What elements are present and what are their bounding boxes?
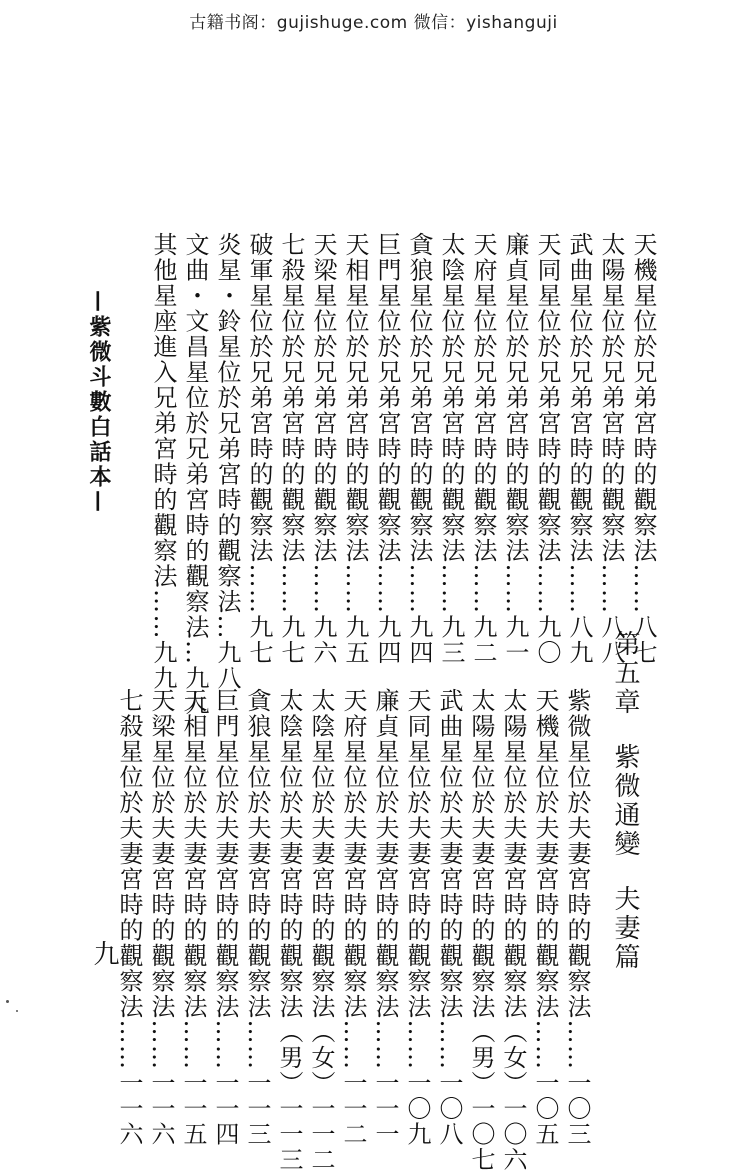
scan-speck [6,1000,9,1003]
toc-entry: 天梁星位於兄弟宮時的觀察法……九六 [309,232,337,666]
toc-entry: 巨門星位於夫妻宮時的觀察法……一一四 [211,688,239,1147]
toc-entry: 貪狼星位於夫妻宮時的觀察法……一一三 [243,688,271,1147]
toc-entry: 太陰星位於夫妻宮時的觀察法（女）一一二 [307,688,335,1173]
toc-entry: 炎星・鈴星位於兄弟宮時的觀察法…九八 [213,232,241,691]
toc-entry: 其他星座進入兄弟宮時的觀察法……九九 [149,232,177,691]
toc-entry: 天機星位於夫妻宮時的觀察法……一〇五 [531,688,559,1147]
toc-entry: 太陽星位於夫妻宮時的觀察法（男）一〇七 [467,688,495,1173]
toc-entry: 破軍星位於兄弟宮時的觀察法……九七 [245,232,273,666]
toc-entry: 文曲・文昌星位於兄弟宮時的觀察法…九九 [181,232,209,717]
toc-entry: 七殺星位於兄弟宮時的觀察法……九七 [277,232,305,666]
chapter-number: 第五章 [610,630,640,717]
toc-entry: 貪狼星位於兄弟宮時的觀察法……九四 [405,232,433,666]
chapter-title: 紫微通變 [610,743,640,859]
toc-entry: 天相星位於夫妻宮時的觀察法……一一五 [179,688,207,1147]
chapter-heading [610,630,640,972]
toc-entry: 天梁星位於夫妻宮時的觀察法……一一六 [147,688,175,1147]
toc-entry: 紫微星位於夫妻宮時的觀察法……一〇三 [563,688,591,1147]
toc-entry: 巨門星位於兄弟宮時的觀察法……九四 [373,232,401,666]
chapter-subtitle: 夫妻篇 [610,885,640,972]
toc-entry: 武曲星位於兄弟宮時的觀察法……八九 [565,232,593,666]
book-title: —紫微斗數白話本— [86,290,112,515]
toc-entry: 七殺星位於夫妻宮時的觀察法……一一六 [115,688,143,1147]
toc-entry: 廉貞星位於兄弟宮時的觀察法……九一 [501,232,529,666]
toc-entry: 天府星位於兄弟宮時的觀察法……九二 [469,232,497,666]
toc-entry: 天同星位於夫妻宮時的觀察法……一〇九 [403,688,431,1147]
toc-entry: 太陽星位於夫妻宮時的觀察法（女）一〇六 [499,688,527,1173]
toc-entry: 太陽星位於兄弟宮時的觀察法……八八 [597,232,625,666]
toc-entry: 天同星位於兄弟宮時的觀察法……九〇 [533,232,561,666]
page-number: 九 [89,940,119,966]
scan-speck [16,1010,18,1012]
toc-entry: 天機星位於兄弟宮時的觀察法……八七 [629,232,657,666]
toc-entry: 廉貞星位於夫妻宮時的觀察法……一一一 [371,688,399,1147]
toc-entry: 太陰星位於夫妻宮時的觀察法（男）一一三 [275,688,303,1173]
toc-entry: 武曲星位於夫妻宮時的觀察法……一〇八 [435,688,463,1147]
toc-entry: 天府星位於夫妻宮時的觀察法……一一二 [339,688,367,1147]
toc-entry: 太陰星位於兄弟宮時的觀察法……九三 [437,232,465,666]
toc-entry: 天相星位於兄弟宮時的觀察法……九五 [341,232,369,666]
watermark: 古籍书阁：gujishuge.com 微信：yishanguji [189,13,558,33]
